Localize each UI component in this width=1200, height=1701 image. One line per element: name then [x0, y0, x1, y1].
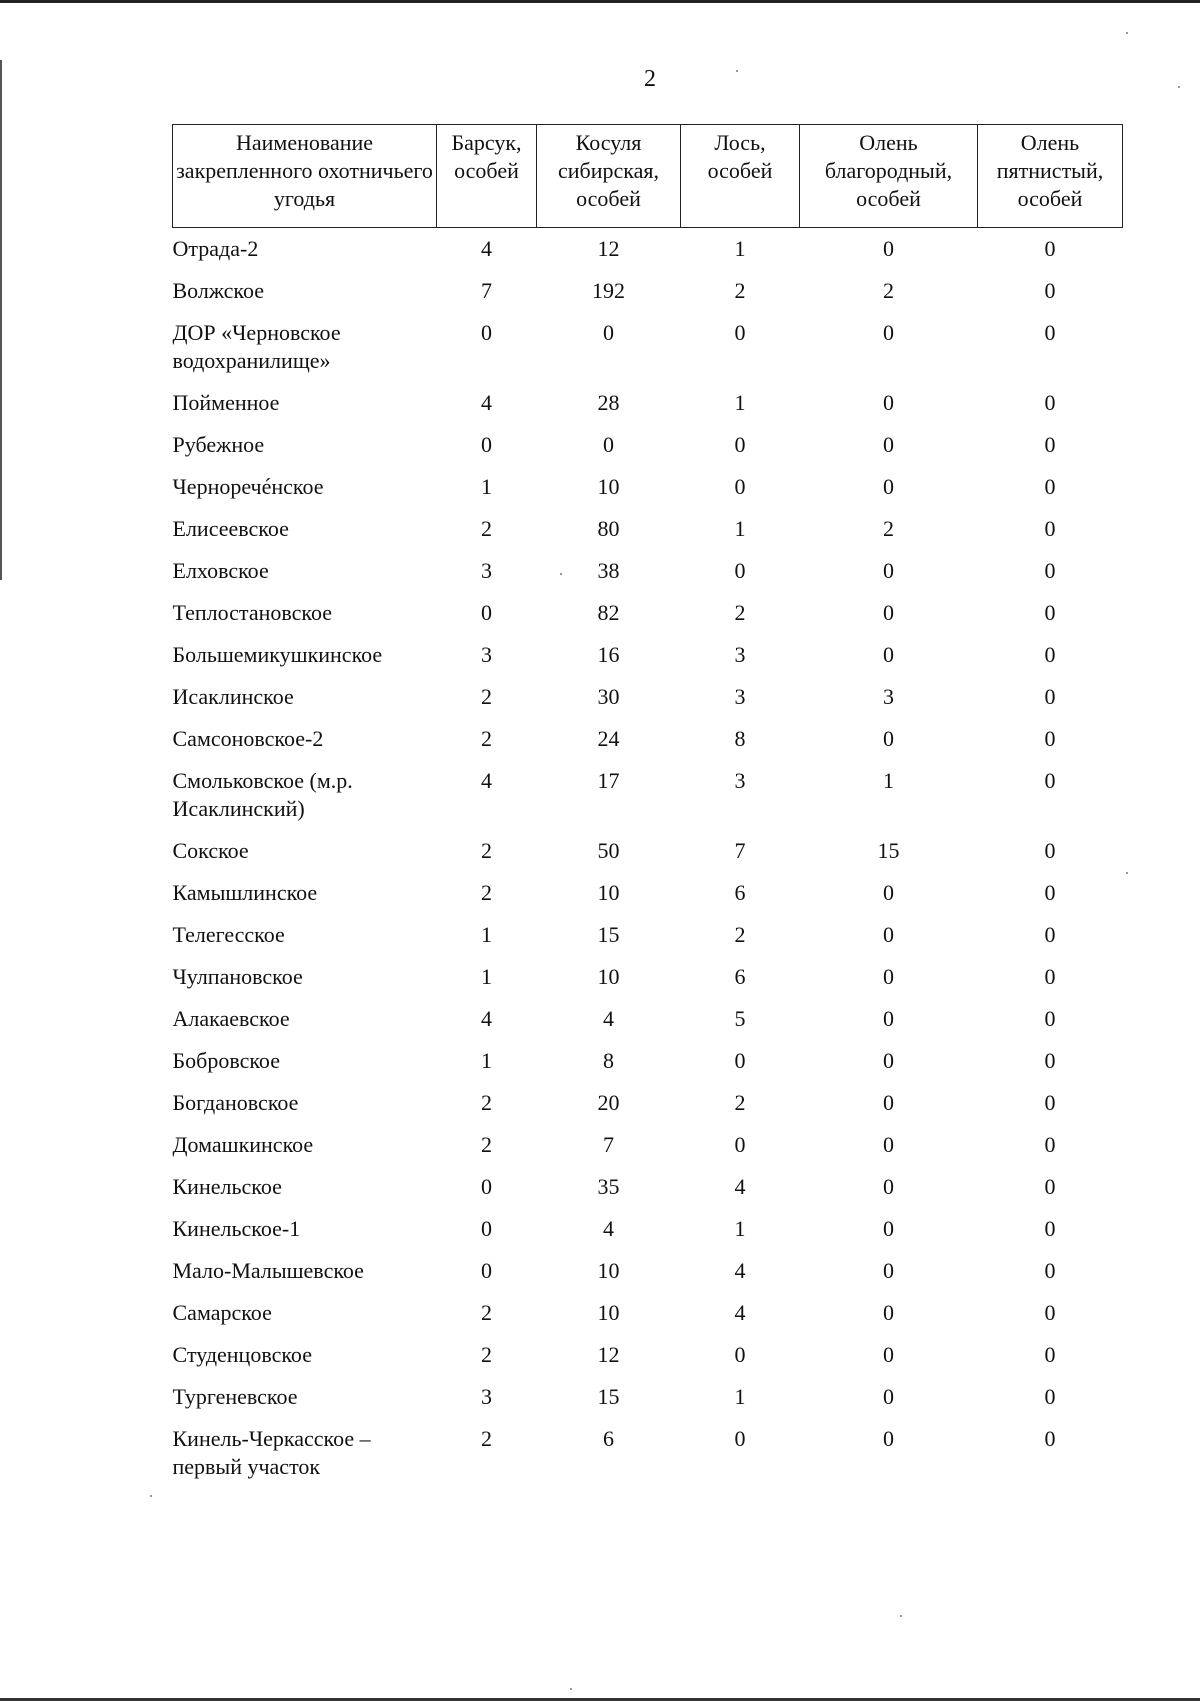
- cell-sika-deer: 0: [1044, 1300, 1056, 1325]
- cell-sika-deer: 0: [1044, 684, 1056, 709]
- cell-ground-name: Камышлинское: [172, 880, 318, 905]
- cell-roe-deer: 50: [597, 838, 620, 863]
- cell-elk: 1: [734, 1216, 746, 1241]
- cell-ground-name: Кинельское: [172, 1174, 282, 1199]
- cell-roe-deer: 30: [597, 684, 620, 709]
- hunting-grounds-table: [172, 124, 1123, 1488]
- table-row: [173, 1376, 1123, 1418]
- cell-ground-name: Телегесское: [172, 922, 285, 947]
- cell-ground-name: Сокское: [172, 838, 249, 863]
- cell-sika-deer: 0: [1044, 1426, 1056, 1451]
- cell-elk: 0: [734, 1048, 746, 1073]
- cell-badger: 4: [481, 1006, 492, 1031]
- table-row: [173, 466, 1123, 508]
- cell-ground-name: Отрада-2: [172, 236, 259, 261]
- header-sika-deer: Олень пятнистый, особей: [978, 125, 1123, 228]
- cell-red-deer: 0: [883, 474, 894, 499]
- table-row: [173, 956, 1123, 998]
- cell-elk: 0: [734, 1426, 746, 1451]
- cell-sika-deer: 0: [1044, 236, 1056, 261]
- table-row: [173, 228, 1123, 271]
- table-row: [173, 1418, 1123, 1488]
- cell-badger: 4: [481, 236, 492, 261]
- cell-elk: 3: [734, 642, 746, 667]
- cell-badger: 1: [481, 922, 492, 947]
- cell-badger: 2: [481, 880, 492, 905]
- cell-red-deer: 0: [883, 642, 894, 667]
- cell-ground-name: Черноречéнское: [172, 474, 324, 499]
- cell-red-deer: 0: [883, 432, 894, 457]
- cell-red-deer: 0: [883, 1216, 894, 1241]
- scan-edge-top: [0, 0, 1200, 3]
- cell-roe-deer: 10: [597, 964, 620, 989]
- cell-elk: 7: [734, 838, 746, 863]
- cell-elk: 0: [734, 432, 746, 457]
- table-row: [173, 634, 1123, 676]
- cell-roe-deer: 0: [603, 320, 614, 345]
- cell-roe-deer: 10: [597, 1258, 620, 1283]
- cell-elk: 5: [734, 1006, 746, 1031]
- cell-sika-deer: 0: [1044, 922, 1056, 947]
- cell-sika-deer: 0: [1044, 432, 1056, 457]
- table-row: [173, 424, 1123, 466]
- cell-elk: 0: [734, 1342, 746, 1367]
- cell-ground-name: Алакаевское: [172, 1006, 290, 1031]
- cell-ground-name: ДОР «Черновское водохранилище»: [172, 320, 341, 373]
- cell-badger: 1: [481, 1048, 492, 1073]
- cell-badger: 2: [481, 1090, 492, 1115]
- cell-sika-deer: 0: [1044, 278, 1056, 303]
- cell-elk: 4: [734, 1258, 746, 1283]
- cell-roe-deer: 20: [597, 1090, 620, 1115]
- cell-elk: 0: [734, 474, 746, 499]
- cell-sika-deer: 0: [1044, 964, 1056, 989]
- cell-sika-deer: 0: [1044, 1342, 1056, 1367]
- cell-badger: 2: [481, 1426, 492, 1451]
- table-row: [173, 312, 1123, 382]
- cell-ground-name: Большемикушкинское: [172, 642, 383, 667]
- cell-badger: 4: [481, 768, 492, 793]
- table-row: [173, 718, 1123, 760]
- cell-elk: 0: [734, 320, 746, 345]
- header-ground-name: Наименование закрепленного охотничьего угодья: [173, 125, 437, 228]
- cell-badger: 2: [481, 1300, 492, 1325]
- cell-badger: 4: [481, 390, 492, 415]
- scan-speck: [570, 1688, 572, 1690]
- cell-ground-name: Рубежное: [172, 432, 265, 457]
- cell-red-deer: 0: [883, 1174, 894, 1199]
- header-red-deer: Олень благородный, особей: [800, 125, 978, 228]
- cell-elk: 1: [734, 1384, 746, 1409]
- table-row: [173, 1040, 1123, 1082]
- cell-red-deer: 0: [883, 1258, 894, 1283]
- cell-roe-deer: 0: [603, 432, 614, 457]
- cell-roe-deer: 10: [597, 1300, 620, 1325]
- cell-red-deer: 0: [883, 1342, 894, 1367]
- cell-red-deer: 0: [883, 880, 894, 905]
- cell-badger: 0: [481, 320, 492, 345]
- header-elk: Лось, особей: [681, 125, 800, 228]
- cell-roe-deer: 24: [597, 726, 620, 751]
- cell-sika-deer: 0: [1044, 474, 1056, 499]
- cell-sika-deer: 0: [1044, 838, 1056, 863]
- cell-red-deer: 0: [883, 1300, 894, 1325]
- cell-elk: 2: [734, 922, 746, 947]
- cell-roe-deer: 7: [603, 1132, 614, 1157]
- scan-edge-left: [0, 60, 2, 580]
- table-row: [173, 1166, 1123, 1208]
- cell-ground-name: Чулпановское: [172, 964, 303, 989]
- cell-badger: 0: [481, 1174, 492, 1199]
- table-row: [173, 550, 1123, 592]
- cell-roe-deer: 80: [597, 516, 620, 541]
- table-row: [173, 676, 1123, 718]
- cell-ground-name: Пойменное: [172, 390, 280, 415]
- cell-sika-deer: 0: [1044, 642, 1056, 667]
- cell-badger: 0: [481, 600, 492, 625]
- cell-elk: 4: [734, 1174, 746, 1199]
- cell-badger: 1: [481, 964, 492, 989]
- cell-ground-name: Студенцовское: [172, 1342, 312, 1367]
- table-row: [173, 914, 1123, 956]
- cell-roe-deer: 4: [603, 1216, 614, 1241]
- cell-red-deer: 0: [883, 558, 894, 583]
- cell-roe-deer: 10: [597, 474, 620, 499]
- cell-ground-name: Бобровское: [172, 1048, 280, 1073]
- cell-red-deer: 15: [877, 838, 900, 863]
- cell-sika-deer: 0: [1044, 600, 1056, 625]
- cell-red-deer: 0: [883, 320, 894, 345]
- cell-sika-deer: 0: [1044, 1048, 1056, 1073]
- cell-badger: 3: [481, 558, 492, 583]
- cell-badger: 1: [481, 474, 492, 499]
- cell-sika-deer: 0: [1044, 1258, 1056, 1283]
- table-row: [173, 1292, 1123, 1334]
- cell-roe-deer: 17: [597, 768, 620, 793]
- header-roe-deer: Косуля сибирская, особей: [537, 125, 681, 228]
- cell-sika-deer: 0: [1044, 320, 1056, 345]
- cell-roe-deer: 82: [597, 600, 620, 625]
- cell-red-deer: 0: [883, 1132, 894, 1157]
- scan-speck: [1126, 32, 1128, 34]
- cell-ground-name: Кинельское-1: [172, 1216, 301, 1241]
- cell-badger: 2: [481, 1132, 492, 1157]
- cell-red-deer: 0: [883, 600, 894, 625]
- cell-red-deer: 2: [883, 516, 894, 541]
- cell-badger: 0: [481, 432, 492, 457]
- cell-red-deer: 0: [883, 1048, 894, 1073]
- table-row: [173, 592, 1123, 634]
- cell-badger: 2: [481, 1342, 492, 1367]
- scan-speck: [1126, 872, 1128, 874]
- cell-ground-name: Волжское: [172, 278, 265, 303]
- cell-red-deer: 0: [883, 1384, 894, 1409]
- table-row: [173, 760, 1123, 830]
- table-row: [173, 508, 1123, 550]
- cell-ground-name: Елховское: [172, 558, 269, 583]
- cell-sika-deer: 0: [1044, 880, 1056, 905]
- table-row: [173, 1124, 1123, 1166]
- cell-ground-name: Самсоновское-2: [172, 726, 324, 751]
- cell-badger: 2: [481, 838, 492, 863]
- cell-elk: 0: [734, 1132, 746, 1157]
- cell-roe-deer: 12: [597, 1342, 620, 1367]
- cell-sika-deer: 0: [1044, 1216, 1056, 1241]
- cell-sika-deer: 0: [1044, 390, 1056, 415]
- cell-roe-deer: 6: [603, 1426, 614, 1451]
- cell-red-deer: 3: [883, 684, 894, 709]
- cell-elk: 6: [734, 880, 746, 905]
- cell-elk: 8: [734, 726, 746, 751]
- table-row: [173, 1250, 1123, 1292]
- cell-elk: 6: [734, 964, 746, 989]
- cell-ground-name: Теплостановское: [172, 600, 332, 625]
- cell-elk: 2: [734, 278, 746, 303]
- cell-sika-deer: 0: [1044, 1090, 1056, 1115]
- cell-ground-name: Исаклинское: [172, 684, 294, 709]
- page-number: 2: [644, 66, 656, 92]
- cell-ground-name: Кинель-Черкасское – первый участок: [172, 1426, 371, 1479]
- table-row: [173, 872, 1123, 914]
- cell-roe-deer: 8: [603, 1048, 614, 1073]
- table-row: [173, 1334, 1123, 1376]
- cell-elk: 3: [734, 768, 746, 793]
- table-row: [173, 270, 1123, 312]
- table-row: [173, 1082, 1123, 1124]
- cell-badger: 2: [481, 684, 492, 709]
- cell-ground-name: Богдановское: [172, 1090, 299, 1115]
- cell-red-deer: 1: [883, 768, 894, 793]
- cell-badger: 0: [481, 1258, 492, 1283]
- cell-red-deer: 0: [883, 236, 894, 261]
- cell-red-deer: 0: [883, 726, 894, 751]
- cell-sika-deer: 0: [1044, 1174, 1056, 1199]
- cell-red-deer: 0: [883, 1426, 894, 1451]
- cell-roe-deer: 10: [597, 880, 620, 905]
- header-badger: Барсук, особей: [437, 125, 537, 228]
- cell-sika-deer: 0: [1044, 1384, 1056, 1409]
- cell-roe-deer: 4: [603, 1006, 614, 1031]
- cell-roe-deer: 15: [597, 1384, 620, 1409]
- cell-red-deer: 0: [883, 922, 894, 947]
- cell-elk: 1: [734, 516, 746, 541]
- cell-roe-deer: 12: [597, 236, 620, 261]
- cell-elk: 2: [734, 1090, 746, 1115]
- cell-sika-deer: 0: [1044, 558, 1056, 583]
- cell-elk: 4: [734, 1300, 746, 1325]
- table-row: [173, 1208, 1123, 1250]
- cell-elk: 1: [734, 390, 746, 415]
- cell-sika-deer: 0: [1044, 1006, 1056, 1031]
- cell-ground-name: Самарское: [172, 1300, 272, 1325]
- cell-badger: 7: [481, 278, 492, 303]
- cell-red-deer: 0: [883, 1090, 894, 1115]
- cell-roe-deer: 15: [597, 922, 620, 947]
- table-row: [173, 998, 1123, 1040]
- cell-ground-name: Мало-Малышевское: [172, 1258, 364, 1283]
- cell-sika-deer: 0: [1044, 1132, 1056, 1157]
- cell-ground-name: Тургеневское: [172, 1384, 298, 1409]
- cell-elk: 3: [734, 684, 746, 709]
- cell-badger: 3: [481, 642, 492, 667]
- cell-elk: 2: [734, 600, 746, 625]
- scan-speck: [150, 1495, 152, 1497]
- cell-roe-deer: 38: [597, 558, 620, 583]
- cell-ground-name: Домашкинское: [172, 1132, 314, 1157]
- cell-roe-deer: 28: [597, 390, 620, 415]
- cell-roe-deer: 35: [597, 1174, 620, 1199]
- cell-roe-deer: 192: [592, 278, 625, 303]
- table-row: [173, 382, 1123, 424]
- cell-red-deer: 2: [883, 278, 894, 303]
- cell-sika-deer: 0: [1044, 768, 1056, 793]
- cell-elk: 1: [734, 236, 746, 261]
- cell-red-deer: 0: [883, 964, 894, 989]
- cell-roe-deer: 16: [597, 642, 620, 667]
- cell-sika-deer: 0: [1044, 516, 1056, 541]
- cell-badger: 0: [481, 1216, 492, 1241]
- cell-elk: 0: [734, 558, 746, 583]
- cell-sika-deer: 0: [1044, 726, 1056, 751]
- cell-red-deer: 0: [883, 1006, 894, 1031]
- scan-speck: [900, 1615, 902, 1617]
- cell-badger: 3: [481, 1384, 492, 1409]
- cell-badger: 2: [481, 726, 492, 751]
- table-header-row: [173, 125, 1123, 228]
- table-body: [173, 228, 1123, 1489]
- cell-red-deer: 0: [883, 390, 894, 415]
- cell-ground-name: Елисеевское: [172, 516, 289, 541]
- cell-ground-name: Смольковское (м.р. Исаклинский): [172, 768, 353, 821]
- table-row: [173, 830, 1123, 872]
- cell-badger: 2: [481, 516, 492, 541]
